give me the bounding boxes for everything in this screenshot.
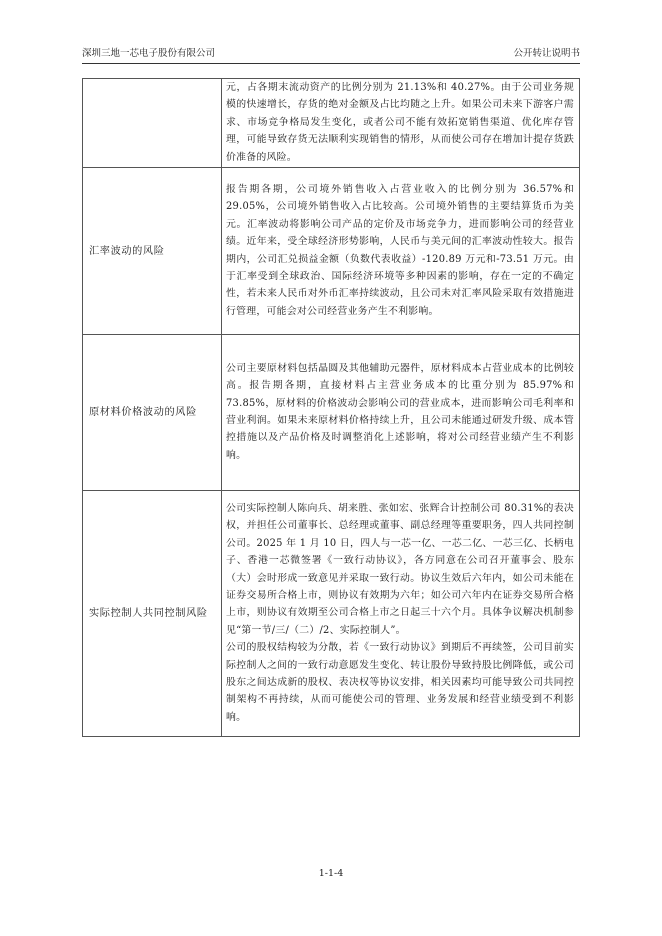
risk-name-cell: 汇率波动的风险 (83, 168, 222, 335)
table-row (83, 79, 580, 168)
risk-paragraph: 公司实际控制人陈向兵、胡来胜、张如宏、张辉合计控制公司 80.31%的表决权，并担任公司董事长、总经理或董事、副总经理等重要职务，四人共同控制公司。2025 年 1 月 10 日，四人与一芯一亿、一芯二亿、一芯三亿、长柄电子、香港一芯微签署《一致行动协议》，各方同意在公司召开董事会、股东（大）会时形成一致意见并采取一致行动。协议生效后六年内，如公司未能在证券交易所合格上市，则协议有效期为六年；如公司六年内在证券交易所合格上市，则协议有效期至公司合格上市之日起三十六个月。具体争议解决机制参见“第一节/三/（二）/2、实际控制人”。 (226, 502, 574, 636)
risk-description-cell (222, 168, 580, 335)
risk-paragraph: 元，占各期末流动资产的比例分别为 21.13%和 40.27%。由于公司业务规模的快速增长，存货的绝对金额及占比均随之上升。如果公司未来下游客户需求、市场竞争格局发生变化，或者公司不能有效拓宽销售渠道、优化库存管理，可能导致存货无法顺利实现销售的情形，从而使公司存在增加计提存货跌价准备的风险。 (226, 82, 574, 163)
header-divider (82, 63, 580, 64)
page-number: 1-1-4 (318, 868, 344, 879)
risk-description-cell (222, 335, 580, 491)
risk-paragraph: 公司主要原材料包括晶圆及其他辅助元器件，原材料成本占营业成本的比例较高。报告期各期，直接材料占主营业务成本的比重分别为 85.97%和 73.85%，原材料的价格波动会影响公司的营业成本，进而影响公司毛利率和营业利润。如果未来原材料价格持续上升，且公司未能通过研发升级、成本管控措施以及产品价格及时调整消化上述影响，将对公司经营业绩产生不利影响。 (226, 362, 574, 461)
risk-paragraph: 报告期各期，公司境外销售收入占营业收入的比例分别为 36.57%和 29.05%，公司境外销售收入占比较高。公司境外销售的主要结算货币为美元。汇率波动将影响公司产品的定价及市场竞争力，进而影响公司的经营业绩。近年来，受全球经济形势影响，人民币与美元间的汇率波动性较大。报告期内，公司汇兑损益金额（负数代表收益）-120.89 万元和-73.51 万元。由于汇率受到全球政治、国际经济环境等多种因素的影响，存在一定的不确定性，若未来人民币对外币汇率持续波动，且公司未对汇率风险采取有效措施进行管理，可能会对公司经营业务产生不利影响。 (226, 183, 574, 317)
risk-description-cell (222, 79, 580, 168)
risk-name-cell: 实际控制人共同控制风险 (83, 491, 222, 737)
table-row (83, 335, 580, 491)
risk-paragraph: 公司的股权结构较为分散，若《一致行动协议》到期后不再续签，公司目前实际控制人之间的一致行动意愿发生变化、转让股份导致持股比例降低，或公司股东之间达成新的股权、表决权等协议安排，相关因素均可能导致公司共同控制架构不再持续，从而可能使公司的管理、业务发展和经营业绩受到不利影响。 (226, 642, 574, 723)
risk-factors-table (82, 78, 580, 737)
page-header (82, 46, 580, 62)
risk-name-cell (83, 79, 222, 168)
table-row (83, 168, 580, 335)
risk-name-cell: 原材料价格波动的风险 (83, 335, 222, 491)
table-row (83, 491, 580, 737)
header-document-type: 公开转让说明书 (513, 48, 580, 59)
risk-description-cell (222, 491, 580, 737)
header-company-name: 深圳三地一芯电子股份有限公司 (82, 48, 216, 59)
